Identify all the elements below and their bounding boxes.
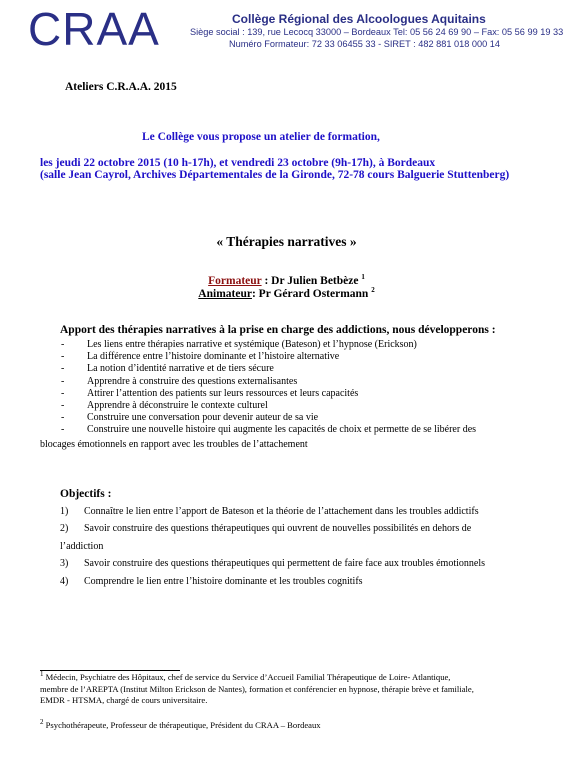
objective-text: Savoir construire des questions thérapeutiques qui permettent de faire face aux troubles émotionnels [84,558,485,569]
footnote-divider [40,670,180,671]
list-item [60,376,476,388]
event-dates: les jeudi 22 octobre 2015 (10 h-17h), et vendredi 23 octobre (9h-17h), à Bordeaux [40,157,436,169]
bullet-dash: - [61,351,65,363]
list-item-text: Les liens entre thérapies narrative et systémique (Bateson) et l’hypnose (Erickson) [87,339,417,350]
objective-continuation [60,541,103,552]
animateur-name: : Pr Gérard Ostermann [251,288,372,300]
footnote-1-mark: 1 [40,670,44,679]
intro-text: Le Collège vous propose un atelier de formation, [142,131,380,143]
footnote-2-text: Psychothérapeute, Professeur de thérapeutique, Président du CRAA – Bordeaux [43,720,321,730]
footnote-1 [40,672,474,707]
list-item-text: La notion d’identité narrative et de tiers sécure [87,363,274,375]
bullet-dash: - [61,399,65,411]
objective-text: l’addiction [60,541,104,552]
list-item [60,424,476,436]
list-item [60,339,476,351]
footnote-ref-2: 2 [371,286,375,295]
event-place: (salle Jean Cayrol, Archives Départementales de la Gironde, 72-78 cours Balguerie Stuttenberg) [40,169,510,181]
list-item-text: Attirer l’attention des patients sur leurs ressources et leurs capacités [87,387,359,399]
footnote-2-mark: 2 [40,718,44,727]
registration-line: Numéro Formateur: 72 33 06455 33 - SIRET : 482 881 018 000 14 [229,39,501,49]
footnote-1-line: EMDR - HTSMA, chargé de cours universitaire. [40,695,208,705]
list-item [60,388,476,400]
bullet-dash: - [61,375,65,387]
craa-logo: CRAA [28,3,160,55]
footnote-1-line [40,672,474,684]
footnote-ref-1: 1 [361,273,365,282]
topics-list [60,339,476,437]
list-item [60,412,476,424]
objective-item [60,506,479,517]
list-item-text: Apprendre à construire des questions externalisantes [87,375,298,387]
bullet-dash: - [61,412,65,424]
workshop-title: « Thérapies narratives » [216,234,357,249]
formateur-line [0,275,573,287]
bullet-dash: - [61,424,65,436]
objective-item [60,558,485,569]
formateur-label: Formateur [208,275,262,287]
objective-number: 2) [60,523,69,534]
bullet-dash: - [61,339,65,350]
objective-number: 4) [60,576,69,587]
list-item [60,363,476,375]
list-item-text: Construire une conversation pour devenir auteur de sa vie [87,412,319,424]
org-name: Collège Régional des Alcoologues Aquitains [232,12,486,26]
objective-item [60,523,471,534]
objective-text: Savoir construire des questions thérapeutiques qui ouvrent de nouvelles possibilités en dehors de [84,523,472,534]
objective-item [60,576,363,587]
bullet-dash: - [61,363,65,375]
list-item [60,400,476,412]
objective-number: 3) [60,558,69,569]
list-item-text: Construire une nouvelle histoire qui augmente les capacités de choix et permette de se libérer des [87,424,477,436]
objective-text: Comprendre le lien entre l’histoire dominante et les troubles cognitifs [84,576,363,587]
address-line: Siège social : 139, rue Lecocq 33000 – Bordeaux Tel: 05 56 24 69 90 – Fax: 05 56 99 19 33 [190,27,564,37]
apport-heading: Apport des thérapies narratives à la prise en charge des addictions, nous développerons : [60,324,496,336]
footnote-1-text: Médecin, Psychiatre des Hôpitaux, chef de service du Service d’Accueil Familial Thérapeutique de Loire- Atlantique, [43,672,451,682]
list-item-text: La différence entre l’histoire dominante et l’histoire alternative [87,351,340,363]
list-item [60,351,476,363]
footnote-1-line: membre de l’AREPTA (Institut Milton Erickson de Nantes), formation et conférencier en hypnose, thérapie brève et familiale, [40,683,474,694]
objective-text: Connaître le lien entre l’apport de Bateson et la théorie de l’attachement dans les troubles addictifs [84,506,479,517]
objective-number: 1) [60,506,69,517]
formateur-name: : Dr Julien Betbèze [261,275,362,287]
animateur-label: Animateur [198,288,252,300]
list-item-continuation: blocages émotionnels en rapport avec les troubles de l’attachement [40,439,308,450]
footnote-2 [40,720,321,732]
list-item-text: Apprendre à déconstruire le contexte culturel [87,399,268,411]
ateliers-label: Ateliers C.R.A.A. 2015 [65,81,177,93]
animateur-line [0,288,573,300]
bullet-dash: - [61,387,65,399]
objectifs-heading: Objectifs : [60,488,112,500]
